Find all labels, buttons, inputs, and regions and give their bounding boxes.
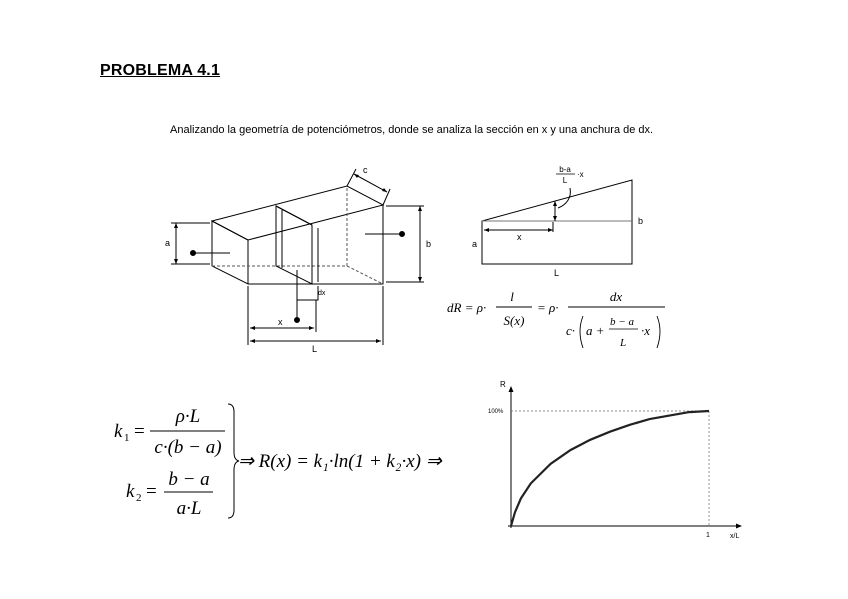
- label-L-2d: L: [554, 268, 560, 278]
- wiper-dot: [295, 318, 300, 323]
- eq-f2-den-pre: c·: [566, 323, 576, 338]
- block-right-face: [248, 205, 383, 284]
- graph-x-tick: 1: [706, 532, 710, 539]
- slope-den: L: [562, 176, 568, 185]
- wiper-probe: [297, 270, 318, 300]
- block-3d-figure: [171, 169, 424, 345]
- label-dx: dx: [318, 290, 326, 297]
- trapezoid-outline: [482, 180, 632, 264]
- k1-sub: 1: [124, 432, 130, 444]
- eq-f2-den-frac-num: b − a: [610, 316, 634, 328]
- k1-symbol: k: [114, 421, 123, 442]
- k-definitions: [114, 404, 239, 519]
- k1-den: c·(b − a): [154, 437, 222, 458]
- slice-top-edge: [276, 206, 312, 225]
- slice-section: [276, 206, 312, 284]
- right-contact-dot: [400, 232, 405, 237]
- eq-f1-num: l: [510, 289, 514, 304]
- label-x: x: [278, 317, 283, 327]
- eq-mid: = ρ·: [537, 300, 559, 315]
- label-b-2d: b: [638, 216, 644, 226]
- label-L: L: [312, 344, 318, 354]
- label-c: c: [363, 165, 368, 175]
- k2-num: b − a: [168, 469, 210, 490]
- eq-f1-den: S(x): [503, 313, 525, 328]
- graph-y-tick: 100%: [488, 409, 504, 415]
- eq-f2-den-x: ·x: [641, 323, 651, 338]
- graph-x-label: x/L: [730, 533, 740, 540]
- label-a-2d: a: [472, 239, 478, 249]
- eq-f2-den-frac-den: L: [619, 337, 627, 349]
- rise-callout: [558, 188, 570, 208]
- label-x-2d: x: [517, 232, 522, 242]
- label-b: b: [426, 239, 432, 249]
- slope-num: b-a: [559, 165, 571, 174]
- left-contact-dot: [191, 251, 196, 256]
- eq-f2-den-a: a +: [586, 323, 605, 338]
- label-a: a: [165, 238, 171, 248]
- result-expression: ⇒ R(x) = k₁·ln(1 + k₂·x) ⇒: [238, 451, 442, 472]
- dim-c-ext1: [347, 169, 356, 186]
- eq-dR-lhs: dR = ρ·: [447, 300, 487, 315]
- equation-dR: [447, 289, 665, 349]
- dim-c: [354, 174, 387, 192]
- intro-text: Analizando la geometría de potenciómetros, donde se analiza la sección en x y una anchura de dx.: [170, 124, 654, 136]
- graph-R: [488, 380, 742, 540]
- k2-sub: 2: [136, 492, 142, 504]
- k1-num: ρ·L: [175, 406, 201, 427]
- k2-symbol: k: [126, 481, 135, 502]
- k1-eq: =: [134, 421, 145, 442]
- block-top-face: [212, 186, 383, 240]
- R-curve: [511, 411, 709, 526]
- k2-den: a·L: [176, 498, 202, 519]
- k2-eq: =: [146, 481, 157, 502]
- graph-y-label: R: [500, 380, 506, 389]
- slope-x: ·x: [577, 170, 584, 179]
- profile-2d-figure: [482, 180, 632, 264]
- eq-f2-num: dx: [609, 289, 623, 304]
- problem-title: PROBLEMA 4.1: [100, 62, 221, 79]
